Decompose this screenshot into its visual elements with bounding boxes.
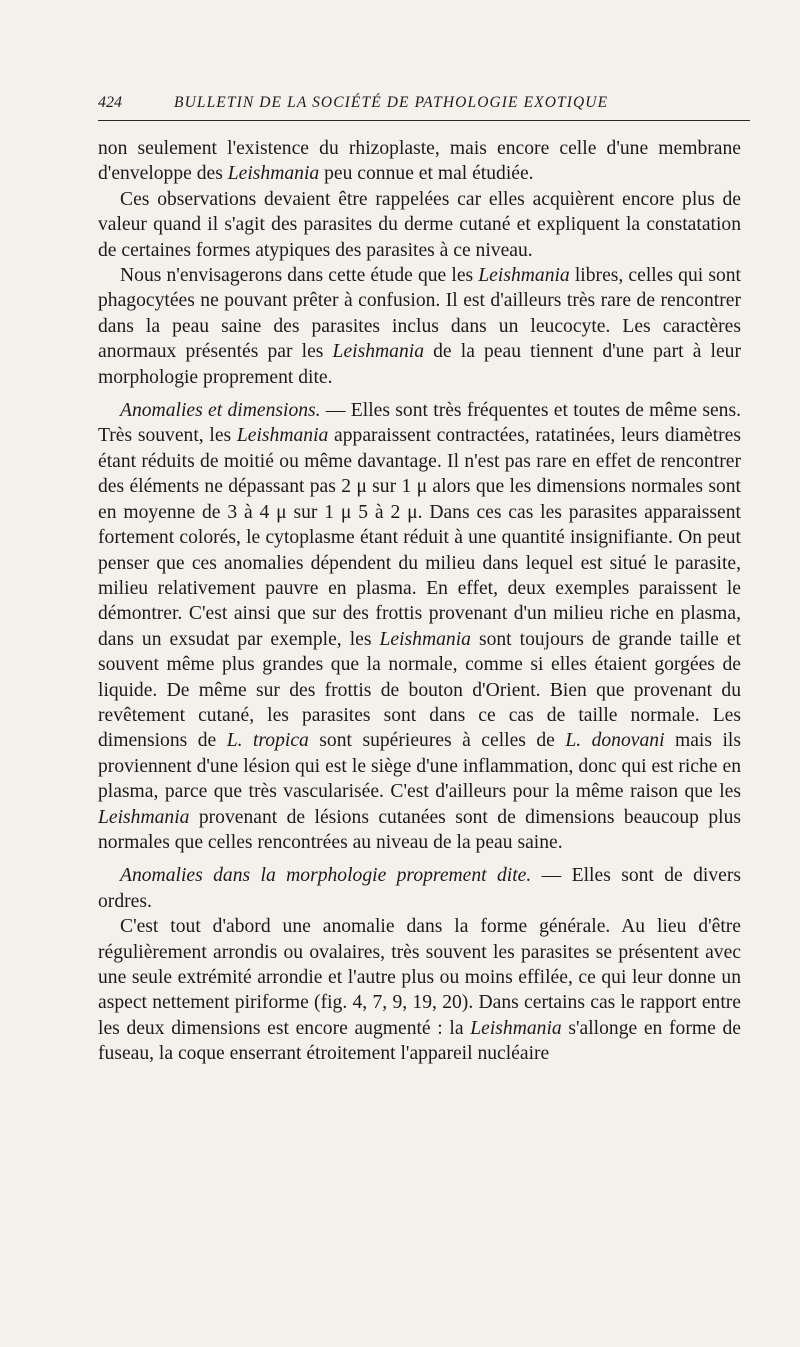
page-number: 424 bbox=[98, 94, 122, 111]
running-title: BULLETIN DE LA SOCIÉTÉ DE PATHOLOGIE EXOTIQUE bbox=[174, 94, 609, 111]
paragraph-general-shape: C'est tout d'abord une anomalie dans la forme générale. Au lieu d'être régulièrement arrondis ou ovalaires, très souvent les parasites se présentent avec une seule extrémité arrondie et l'autre plus ou moins effilée, ce qui leur donne un aspect nettement piriforme (fig. 4, 7, 9, 19, 20). Dans certains cas le rapport entre les deux dimensions est encore augmenté : la Leishmania s'allonge en forme de fuseau, la coque enserrant étroitement l'appareil nucléaire bbox=[98, 916, 741, 1065]
paragraph-observations: Ces observations devaient être rappelées car elles acquièrent encore plus de valeur quand il s'agit des parasites du derme cutané et expliquent la constatation de certaines formes atypiques des parasites à ce niveau. bbox=[98, 188, 741, 261]
section-heading: Anomalies et dimensions. bbox=[120, 400, 321, 422]
paragraph-scope: Nous n'envisagerons dans cette étude que les Leishmania libres, celles qui sont phagocytées ne pouvant prêter à confusion. Il est d'ailleurs très rare de rencontrer dans la peau saine des parasites inclus dans un leucocyte. Les caractères anormaux présentés par les Leishmania de la peau tiennent d'une part à leur morphologie proprement dite. bbox=[98, 265, 741, 388]
section-anomalies-dimensions: Anomalies et dimensions. — Elles sont très fréquentes et toutes de même sens. Très souvent, les Leishmania apparaissent contractées, ratatinées, leurs diamètres étant réduits de moitié ou même davantage. Il n'est pas rare en effet de rencontrer des éléments ne dépassant pas 2 μ sur 1 μ alors que les dimensions normales sont en moyenne de 3 à 4 μ sur 1 μ 5 à 2 μ. Dans ces cas les parasites apparaissent fortement colorés, le cytoplasme étant réduit à une quantité insignifiante. On peut penser que ces anomalies dépendent du milieu dans lequel est situé le parasite, milieu relativement pauvre en plasma. En effet, deux exemples paraissent le démontrer. C'est ainsi que sur des frottis provenant d'un milieu riche en plasma, dans un exsudat par exemple, les Leishmania sont toujours de grande taille et souvent même plus grandes que la normale, comme si elles étaient gorgées de liquide. De même sur des frottis de bouton d'Orient. Bien que provenant du revêtement cutané, les parasites sont dans ce cas de taille normale. Les dimensions de L. tropica sont supérieures à celles de L. donovani mais ils proviennent d'une lésion qui est le siège d'une inflammation, donc qui est riche en plasma, parce que très vascularisée. C'est d'ailleurs pour la même raison que les Leishmania provenant de lésions cutanées sont de dimensions beaucoup plus normales que celles rencontrées au niveau de la peau saine. bbox=[98, 400, 741, 853]
body-text bbox=[98, 136, 741, 1067]
page-header bbox=[98, 94, 750, 121]
section-heading: Anomalies dans la morphologie proprement dite. bbox=[120, 865, 532, 887]
paragraph-continuation: non seulement l'existence du rhizoplaste, mais encore celle d'une membrane d'enveloppe des Leishmania peu connue et mal étudiée. bbox=[98, 138, 741, 185]
section-anomalies-morphology: Anomalies dans la morphologie proprement dite. — Elles sont de divers ordres. bbox=[98, 865, 741, 912]
